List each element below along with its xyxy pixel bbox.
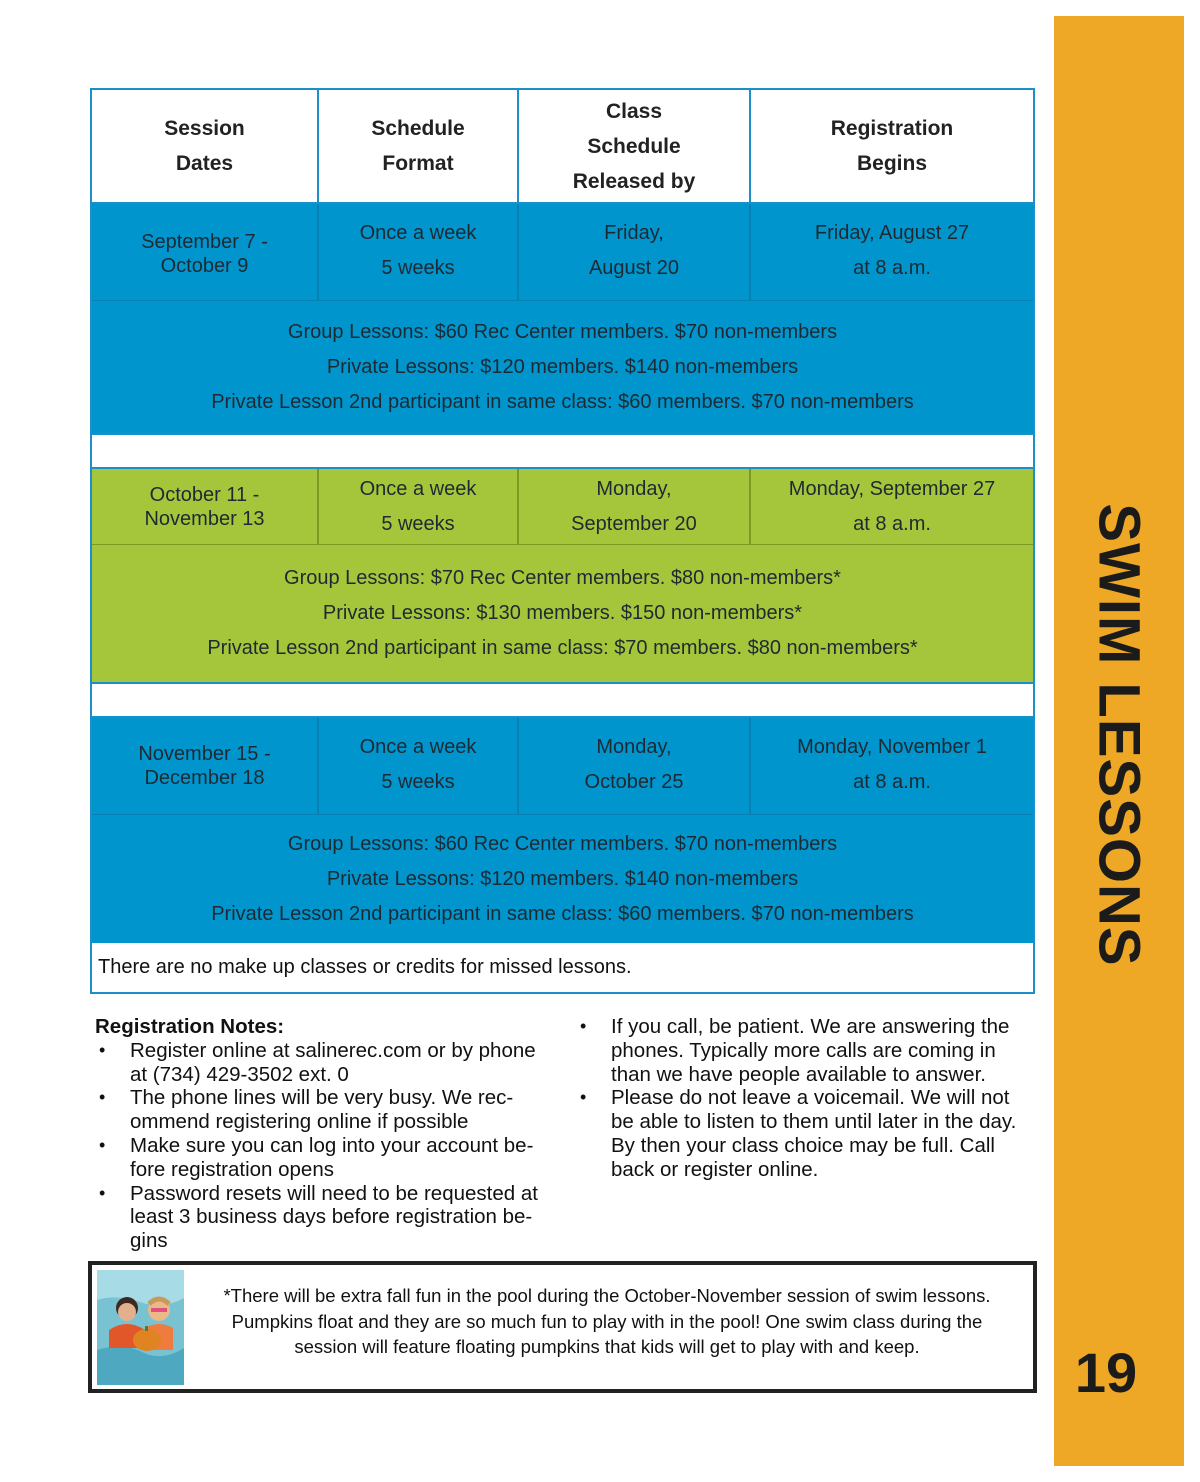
list-item: • Make sure you can log into your account be- fore registration opens — [95, 1134, 570, 1182]
notes-list — [95, 1039, 570, 1253]
schedule-format: Once a week 5 weeks — [317, 718, 517, 814]
session-row — [92, 718, 1033, 815]
session-dates: November 15 - December 18 — [138, 743, 271, 789]
list-item: • Register online at salinerec.com or by phone at (734) 429-3502 ext. 0 — [95, 1039, 570, 1087]
session-prices: Group Lessons: $60 Rec Center members. $70 non-members Private Lessons: $120 members. $140 non-members Private Lesson 2nd participant in same class: $60 members. $70 non-members — [92, 301, 1033, 433]
session-prices: Group Lessons: $70 Rec Center members. $80 non-members* Private Lessons: $130 members. $150 non-members* Private Lesson 2nd participant in same class: $70 members. $80 non-members* — [92, 545, 1033, 682]
table-spacer — [92, 682, 1033, 718]
list-item: • The phone lines will be very busy. We rec- ommend registering online if possible — [95, 1086, 570, 1134]
registration-begins: Monday, November 1 at 8 a.m. — [749, 718, 1033, 814]
session-row — [92, 204, 1033, 301]
table-spacer — [92, 433, 1033, 469]
session-row — [92, 469, 1033, 545]
page-number: 19 — [1074, 1341, 1138, 1404]
list-item: • Please do not leave a voicemail. We will not be able to listen to them until later in the day. By then your class choice may be full. Call back or register online. — [576, 1086, 1050, 1181]
session-dates: September 7 - October 9 — [141, 231, 268, 277]
schedule-released: Monday, September 20 — [517, 469, 749, 544]
registration-notes-title: Registration Notes: — [95, 1015, 285, 1038]
registration-notes-left — [95, 1015, 570, 1253]
session-dates: October 11 - November 13 — [144, 483, 265, 530]
session-prices: Group Lessons: $60 Rec Center members. $70 non-members Private Lessons: $120 members. $140 non-members Private Lesson 2nd participant in same class: $60 members. $70 non-members — [92, 815, 1033, 943]
pumpkin-promo-box — [88, 1261, 1037, 1393]
section-title: SWIM LESSONS — [1086, 503, 1152, 967]
schedule-format: Once a week 5 weeks — [317, 469, 517, 544]
table-header-row — [92, 90, 1033, 204]
notes-list — [576, 1015, 1050, 1182]
header-schedule-format: Schedule Format — [317, 90, 517, 202]
registration-notes-right — [576, 1015, 1050, 1182]
schedule-released: Friday, August 20 — [517, 204, 749, 300]
schedule-format: Once a week 5 weeks — [317, 204, 517, 300]
registration-begins: Friday, August 27 at 8 a.m. — [749, 204, 1033, 300]
list-item: • If you call, be patient. We are answering the phones. Typically more calls are coming in than we have people available to answer. — [576, 1015, 1050, 1086]
registration-begins: Monday, September 27 at 8 a.m. — [749, 469, 1033, 544]
header-registration-begins: Registration Begins — [749, 90, 1033, 202]
schedule-released: Monday, October 25 — [517, 718, 749, 814]
schedule-table — [90, 88, 1035, 994]
table-footer-note: There are no make up classes or credits for missed lessons. — [92, 943, 1033, 992]
swim-lesson-photo — [97, 1270, 184, 1385]
pumpkin-promo-text: *There will be extra fall fun in the pool during the October-November session of swim lessons. Pumpkins float and they are so much fun to play with in the pool! One swim class during the session will feature floating pumpkins that kids will get to play with and keep. — [223, 1285, 991, 1357]
header-session-dates: Session Dates — [164, 117, 245, 175]
list-item: • Password resets will need to be requested at least 3 business days before registration be- gins — [95, 1182, 570, 1253]
swim-photo-illustration — [97, 1270, 184, 1385]
header-class-schedule-released: Class Schedule Released by — [517, 90, 749, 202]
